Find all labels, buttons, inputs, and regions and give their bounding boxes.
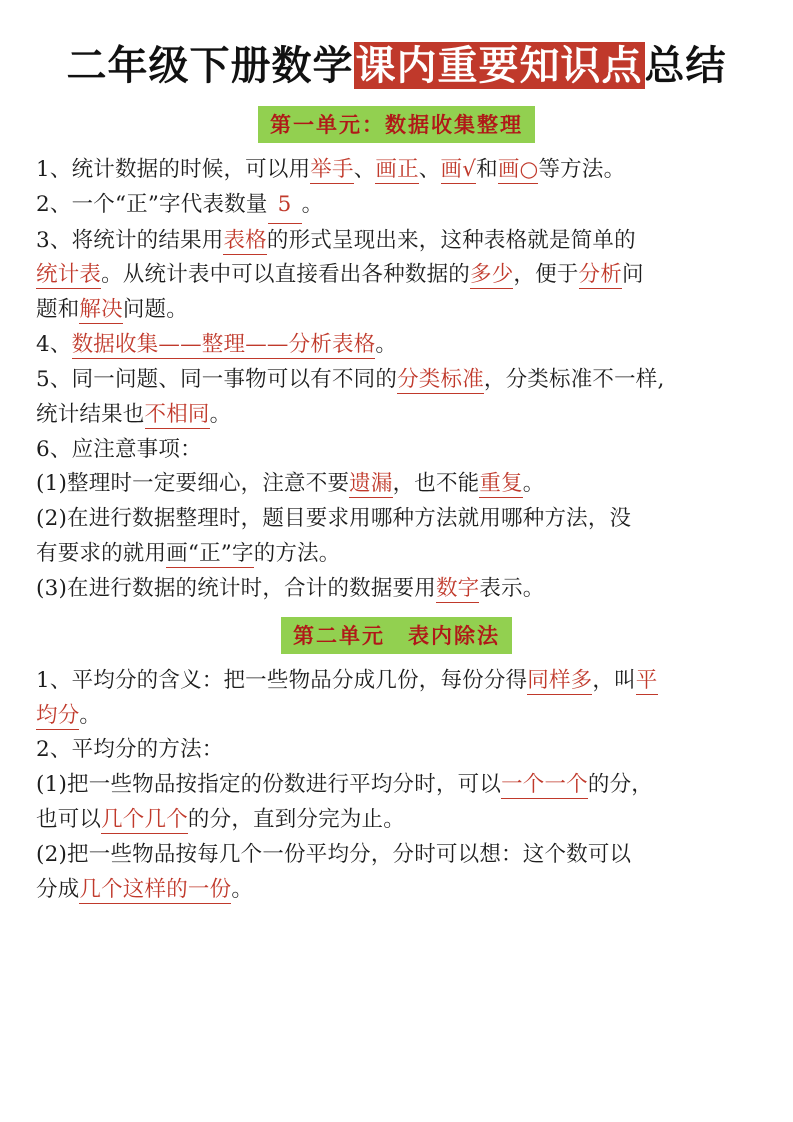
text-span: 、 xyxy=(418,157,441,182)
text-span: 的形式呈现出来，这种表格就是简单的 xyxy=(266,227,636,253)
text-span: 和 xyxy=(476,157,498,182)
text-span: 不相同 xyxy=(144,401,210,427)
text-span: 均分 xyxy=(36,702,80,728)
text-span: 。 xyxy=(79,702,102,728)
text-span: 多少 xyxy=(470,262,514,288)
text-line xyxy=(34,537,759,572)
text-span: 有要求的就用 xyxy=(36,541,167,567)
text-line xyxy=(34,293,759,328)
text-span: 统计表 xyxy=(36,262,102,288)
text-span: ，也不能 xyxy=(392,471,480,497)
text-line xyxy=(34,572,759,607)
text-span: 5、同一问题、同一事物可以有不同的 xyxy=(36,366,398,392)
unit-header-label: 第二单元 表内除法 xyxy=(281,617,512,654)
text-span: 遗漏 xyxy=(349,471,393,497)
text-span: 一个一个 xyxy=(501,772,588,798)
text-span: 几个这样的一份 xyxy=(79,876,232,902)
text-span: 、 xyxy=(353,157,376,182)
text-span: 分类标准 xyxy=(397,366,484,392)
text-line xyxy=(34,433,759,468)
text-span: 等方法。 xyxy=(538,157,626,182)
text-span: 画√ xyxy=(440,157,477,182)
unit-header xyxy=(34,106,759,143)
text-line xyxy=(34,699,759,734)
text-span: ，便于 xyxy=(513,262,579,288)
text-span: 统计结果也 xyxy=(36,401,145,427)
text-span: 画○ xyxy=(497,157,539,182)
text-span: ，分类标准不一样, xyxy=(483,366,665,392)
text-span: 问 xyxy=(621,262,644,288)
text-span: 。 xyxy=(375,332,398,358)
text-span: 1、平均分的含义：把一些物品分成几份，每份分得 xyxy=(36,667,528,693)
text-span: 3、将统计的结果用 xyxy=(36,227,224,253)
text-span: 解决 xyxy=(79,297,123,323)
answer-blank: 5 xyxy=(268,188,302,224)
text-line xyxy=(34,328,759,363)
text-span: 。 xyxy=(231,876,254,902)
text-span: ，叫 xyxy=(592,667,636,693)
document-body xyxy=(34,106,759,908)
text-line xyxy=(34,467,759,502)
text-span: (2)在进行数据整理时，题目要求用哪种方法就用哪种方法，没 xyxy=(36,506,632,532)
text-span: 几个几个 xyxy=(101,807,188,833)
text-span: 画“正”字 xyxy=(166,541,254,567)
text-span: (2)把一些物品按每几个一份平均分，分时可以想：这个数可以 xyxy=(36,841,632,867)
text-span: 4、 xyxy=(36,332,72,358)
text-line xyxy=(34,664,759,699)
text-line xyxy=(34,188,759,224)
text-span: 平 xyxy=(635,667,658,693)
page-title-after: 总结 xyxy=(644,42,727,89)
text-span: 数字 xyxy=(435,575,480,601)
text-span: (1)整理时一定要细心，注意不要 xyxy=(36,471,350,497)
text-span: 1、统计数据的时候，可以用 xyxy=(36,157,311,182)
text-span: 。从统计表中可以直接看出各种数据的 xyxy=(101,262,471,288)
text-span: 举手 xyxy=(310,157,354,182)
text-span: 的分， xyxy=(587,772,653,798)
text-line xyxy=(34,502,759,537)
text-span: 也可以 xyxy=(36,807,102,833)
text-span: 的分，直到分完为止。 xyxy=(187,807,405,833)
text-line xyxy=(34,768,759,803)
text-line xyxy=(34,803,759,838)
text-span: 表格 xyxy=(223,227,267,253)
text-span: 6、应注意事项： xyxy=(36,436,202,462)
text-line xyxy=(34,258,759,293)
text-span: 题和 xyxy=(36,297,80,323)
text-span: 数据收集——整理——分析表格 xyxy=(71,332,376,358)
text-line xyxy=(34,224,759,259)
page-title xyxy=(34,42,759,90)
text-line xyxy=(34,873,759,908)
text-span: 重复 xyxy=(479,471,523,497)
text-span: (3)在进行数据的统计时，合计的数据要用 xyxy=(36,575,436,601)
text-line xyxy=(34,363,759,398)
text-span: 的方法。 xyxy=(253,541,341,567)
text-span: 。 xyxy=(522,471,545,497)
text-span: 表示。 xyxy=(479,575,545,601)
text-span: 画正 xyxy=(375,157,419,182)
text-span: 。 xyxy=(209,401,232,427)
text-span: 。 xyxy=(301,191,324,217)
text-line xyxy=(34,733,759,768)
text-span: 分成 xyxy=(36,876,80,902)
text-span: 2、一个“正”字代表数量 xyxy=(36,191,268,217)
unit-header xyxy=(34,617,759,654)
unit-header-label: 第一单元：数据收集整理 xyxy=(258,106,535,143)
text-span: 同样多 xyxy=(527,667,593,693)
text-line xyxy=(34,838,759,873)
text-span: 分析 xyxy=(578,262,622,288)
page-title-before: 二年级下册数学 xyxy=(66,42,354,89)
text-line xyxy=(34,398,759,433)
text-span: (1)把一些物品按指定的份数进行平均分时，可以 xyxy=(36,772,502,798)
text-span: 2、平均分的方法： xyxy=(36,737,224,763)
page-title-highlight: 课内重要知识点 xyxy=(355,42,643,89)
text-span: 问题。 xyxy=(122,297,188,323)
text-line xyxy=(34,153,759,188)
